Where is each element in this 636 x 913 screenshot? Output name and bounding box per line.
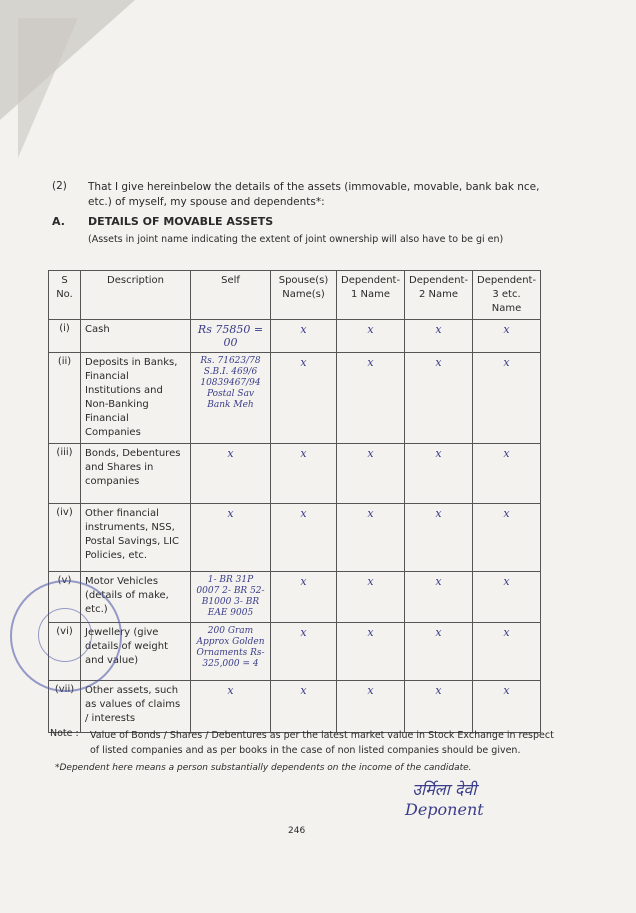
row-self-value: Rs. 71623/78 S.B.I. 469/6 10839467/94 Postal Sav Bank Meh (191, 353, 271, 444)
movable-assets-table (48, 270, 541, 733)
official-stamp (10, 580, 122, 692)
row-dependent-1-value: x (337, 681, 405, 733)
table-row (49, 572, 541, 623)
row-dependent-3-value: x (473, 681, 541, 733)
header-dependent-1: Dependent-1 Name (337, 271, 405, 320)
row-description: Bonds, Debentures and Shares in companies (81, 444, 191, 504)
row-self-value: x (191, 504, 271, 572)
table-row (49, 444, 541, 504)
table-header-row (49, 271, 541, 320)
row-description: Other financial instruments, NSS, Postal Savings, LIC Policies, etc. (81, 504, 191, 572)
row-dependent-2-value: x (405, 320, 473, 353)
row-dependent-1-value: x (337, 353, 405, 444)
row-dependent-3-value: x (473, 572, 541, 623)
row-dependent-3-value: x (473, 444, 541, 504)
row-description: Cash (81, 320, 191, 353)
row-dependent-1-value: x (337, 504, 405, 572)
table-row (49, 504, 541, 572)
row-description: Motor Vehicles (details of make, etc.) (81, 572, 191, 623)
table-row (49, 681, 541, 733)
row-dependent-3-value: x (473, 623, 541, 681)
row-dependent-3-value: x (473, 353, 541, 444)
row-self-value: x (191, 681, 271, 733)
header-dependent-2: Dependent-2 Name (405, 271, 473, 320)
section-title: DETAILS OF MOVABLE ASSETS (88, 215, 274, 228)
row-self-value: Rs 75850 = 00 (191, 320, 271, 353)
note-text: Value of Bonds / Shares / Debentures as per the latest market value in Stock Exchange in respect of listed companies and as per books in the case of non listed companies should be given. (90, 730, 554, 756)
row-sno: (vii) (49, 681, 81, 733)
row-spouse-value: x (271, 320, 337, 353)
item-number: (2) (52, 180, 67, 192)
row-sno: (vi) (49, 623, 81, 681)
row-dependent-3-value: x (473, 504, 541, 572)
row-dependent-2-value: x (405, 572, 473, 623)
row-description: Deposits in Banks, Financial Institutions and Non-Banking Financial Companies (81, 353, 191, 444)
table-row (49, 320, 541, 353)
dependent-footnote: *Dependent here means a person substantially dependents on the income of the candidate. (55, 763, 472, 773)
header-dependent-3: Dependent-3 etc. Name (473, 271, 541, 320)
section-subtitle: (Assets in joint name indicating the extent of joint ownership will also have to be gi en) (88, 234, 504, 245)
row-self-value: x (191, 444, 271, 504)
row-description: Jewellery (give details of weight and value) (81, 623, 191, 681)
row-spouse-value: x (271, 504, 337, 572)
note-label: Note : (50, 728, 79, 739)
header-description: Description (81, 271, 191, 320)
row-spouse-value: x (271, 681, 337, 733)
row-dependent-2-value: x (405, 504, 473, 572)
row-sno: (iii) (49, 444, 81, 504)
item-text: That I give hereinbelow the details of the assets (immovable, movable, bank bak nce, etc.) of myself, my spouse and dependents*: (88, 181, 540, 208)
row-dependent-2-value: x (405, 444, 473, 504)
official-stamp-inner-ring (38, 608, 92, 662)
row-dependent-2-value: x (405, 681, 473, 733)
row-spouse-value: x (271, 572, 337, 623)
section-letter: A. (52, 215, 65, 228)
row-dependent-3-value: x (473, 320, 541, 353)
row-description: Other assets, such as values of claims / interests (81, 681, 191, 733)
table-row (49, 353, 541, 444)
row-dependent-1-value: x (337, 444, 405, 504)
row-spouse-value: x (271, 444, 337, 504)
row-dependent-2-value: x (405, 623, 473, 681)
row-self-value: 1- BR 31P 0007 2- BR 52-B1000 3- BR EAE 9005 (191, 572, 271, 623)
row-self-value: 200 Gram Approx Golden Ornaments Rs- 325,000 = 4 (191, 623, 271, 681)
header-sno: S No. (49, 271, 81, 320)
row-spouse-value: x (271, 353, 337, 444)
deponent-signature (405, 780, 484, 820)
table-row (49, 623, 541, 681)
row-dependent-1-value: x (337, 572, 405, 623)
row-sno: (v) (49, 572, 81, 623)
header-spouse: Spouse(s) Name(s) (271, 271, 337, 320)
row-spouse-value: x (271, 623, 337, 681)
signature-line-2: Deponent (405, 800, 484, 819)
page-number: 246 (288, 826, 306, 836)
signature-line-1: उर्मिला देवी (412, 780, 477, 799)
row-sno: (iv) (49, 504, 81, 572)
header-self: Self (191, 271, 271, 320)
row-sno: (ii) (49, 353, 81, 444)
row-dependent-2-value: x (405, 353, 473, 444)
folded-corner-shadow (18, 18, 78, 158)
row-dependent-1-value: x (337, 623, 405, 681)
row-dependent-1-value: x (337, 320, 405, 353)
row-sno: (i) (49, 320, 81, 353)
